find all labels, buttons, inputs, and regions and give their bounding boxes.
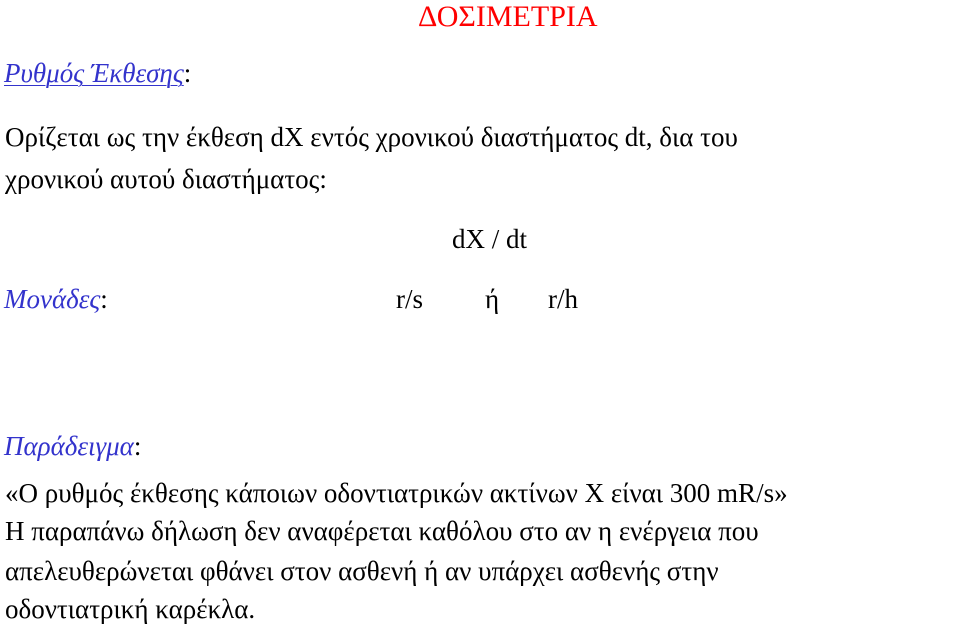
exposure-rate-colon: :	[183, 58, 192, 88]
example-heading	[4, 433, 141, 460]
rate-formula: dX / dt	[452, 224, 528, 254]
slide-title: ΔΟΣΙΜΕΤΡΙΑ	[418, 0, 598, 33]
example-line-1: «Ο ρυθμός έκθεσης κάποιων οδοντιατρικών ακτίνων X είναι 300 mR/s»	[5, 478, 788, 508]
example-colon: :	[133, 431, 142, 461]
example-line-2: Η παραπάνω δήλωση δεν αναφέρεται καθόλου στο αν η ενέργεια που	[5, 516, 759, 546]
units-colon: :	[100, 284, 108, 314]
example-label: Παράδειγμα	[4, 431, 134, 461]
unit-or-word: ή	[485, 284, 500, 314]
units-heading	[4, 286, 108, 313]
example-line-4: οδοντιατρική καρέκλα.	[5, 594, 256, 624]
exposure-rate-label: Ρυθμός Έκθεσης	[4, 58, 184, 88]
definition-line-2: χρονικού αυτού διαστήματος:	[5, 164, 327, 194]
exposure-rate-heading	[4, 60, 191, 87]
units-label: Μονάδες	[4, 284, 101, 314]
unit-per-hour: r/h	[548, 284, 578, 314]
unit-per-second: r/s	[396, 284, 423, 314]
definition-line-1: Ορίζεται ως την έκθεση dX εντός χρονικού διαστήματος dt, δια του	[5, 122, 738, 152]
example-line-3: απελευθερώνεται φθάνει στον ασθενή ή αν υπάρχει ασθενής στην	[5, 556, 719, 586]
